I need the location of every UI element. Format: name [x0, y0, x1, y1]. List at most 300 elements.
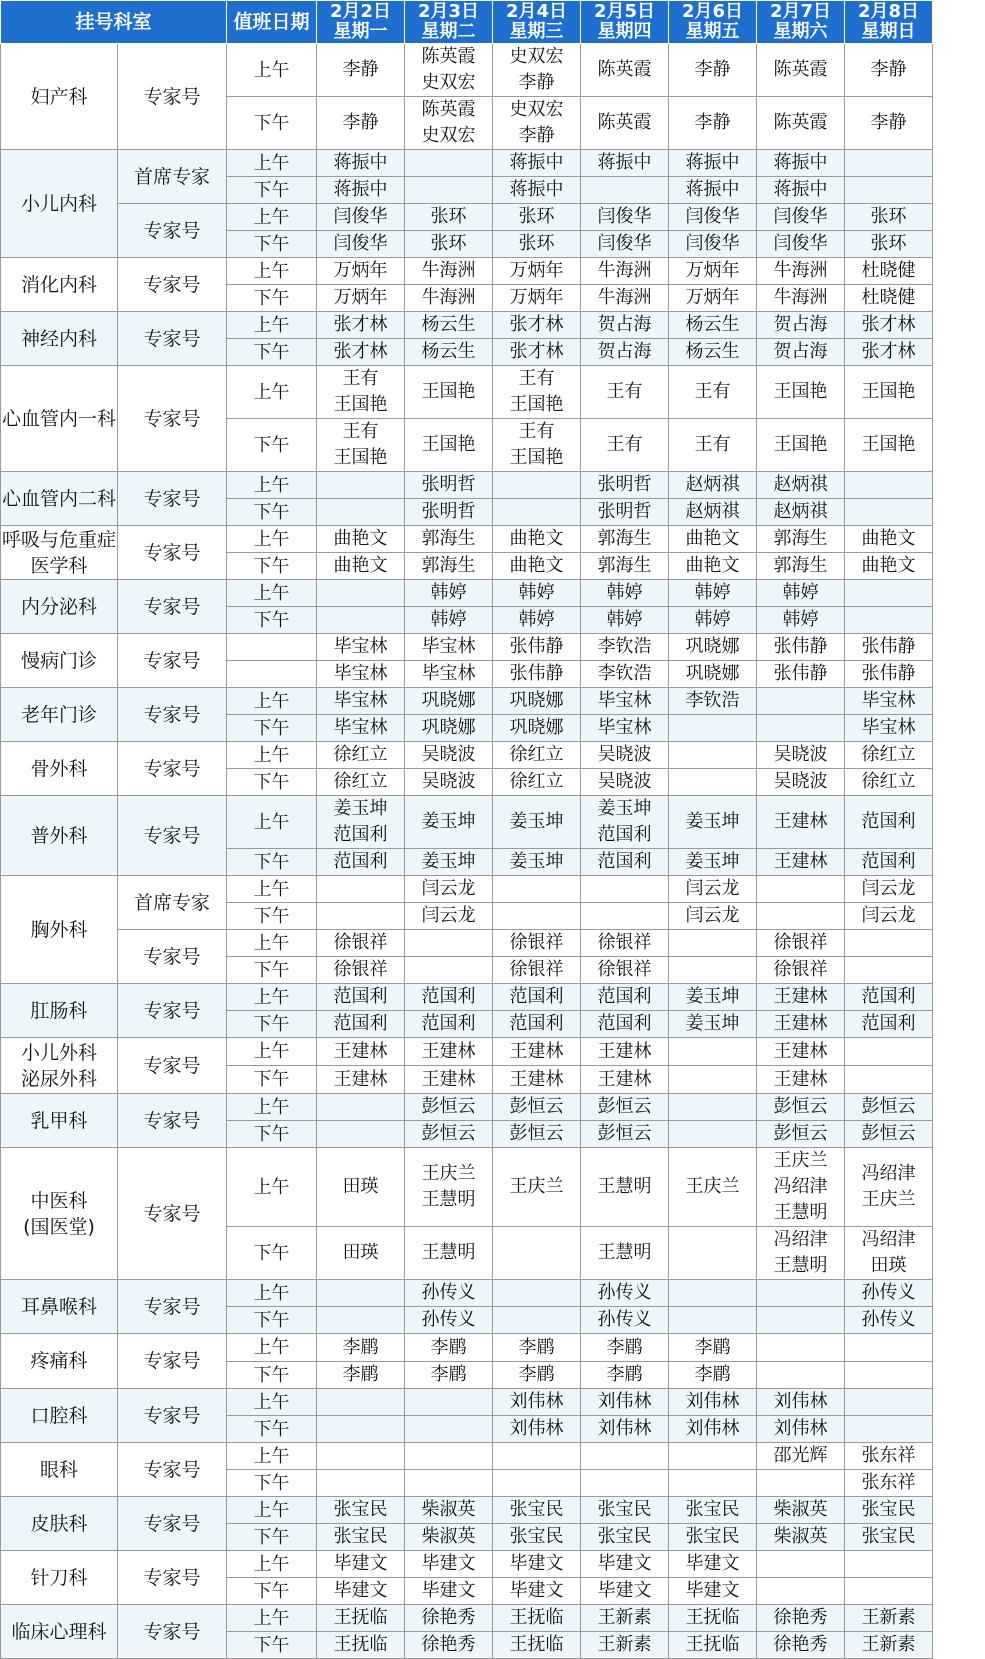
- period-label: 上午: [227, 1280, 317, 1307]
- doctor-name: 王建林: [509, 1040, 564, 1062]
- registration-type: [118, 1038, 227, 1094]
- period-label: 下午: [227, 1227, 317, 1280]
- period-label: 下午: [227, 1416, 317, 1443]
- doctor-name: 郭海生: [421, 555, 476, 576]
- duty-cell: [405, 339, 493, 366]
- department-name-line: 小儿内科: [20, 192, 97, 215]
- doctor-name: 韩婷: [430, 582, 467, 603]
- doctor-name: 王新素: [597, 1634, 652, 1655]
- doctor-name: 闫云龙: [685, 905, 740, 926]
- duty-cell: [405, 1038, 493, 1066]
- department-name-line: 医学科: [30, 554, 88, 577]
- duty-cell: [669, 499, 757, 526]
- doctor-name: 徐银祥: [509, 932, 564, 953]
- doctor-name: 王建林: [773, 851, 828, 872]
- department-name-line: 皮肤科: [30, 1512, 88, 1535]
- doctor-name: 杜晓健: [861, 287, 916, 308]
- doctor-name: 李静: [342, 112, 379, 133]
- period-label: 下午: [227, 715, 317, 742]
- duty-cell: [317, 499, 405, 526]
- doctor-name: 曲艳文: [333, 528, 388, 549]
- duty-cell: [317, 1497, 405, 1524]
- period-label: 上午: [227, 204, 317, 231]
- registration-type-label: 首席专家: [134, 891, 211, 914]
- doctor-name: 王国艳: [861, 434, 916, 455]
- schedule-row: [1, 1551, 933, 1578]
- duty-cell: [493, 1551, 581, 1578]
- doctor-name: 闫云龙: [421, 905, 476, 926]
- doctor-name: 张伟静: [509, 636, 564, 657]
- duty-cell: [493, 150, 581, 177]
- duty-cell: [493, 1334, 581, 1362]
- doctor-name: 徐艳秀: [421, 1607, 476, 1628]
- doctor-name: 冯绍津: [773, 1176, 828, 1197]
- duty-cell: [493, 1524, 581, 1551]
- registration-type: [118, 930, 227, 984]
- doctor-name: 赵炳祺: [685, 501, 740, 522]
- duty-cell: [317, 231, 405, 258]
- doctor-name: 王国艳: [773, 434, 828, 455]
- duty-cell: [757, 312, 845, 339]
- schedule-row: [1, 688, 933, 715]
- doctor-name: 蒋振中: [509, 152, 564, 173]
- doctor-name: 吴晓波: [773, 744, 828, 765]
- doctor-name: 王建林: [333, 1040, 388, 1062]
- duty-cell: [845, 366, 933, 419]
- duty-cell: [669, 258, 757, 285]
- registration-type: [118, 472, 227, 526]
- department-name: [1, 258, 118, 312]
- doctor-name: 王建林: [773, 811, 828, 832]
- duty-cell: [845, 1524, 933, 1551]
- duty-cell: [669, 1524, 757, 1551]
- doctor-name: 王国艳: [509, 447, 564, 468]
- duty-cell: [757, 1389, 845, 1416]
- doctor-name: 李静: [870, 112, 907, 133]
- duty-cell: [405, 849, 493, 876]
- schedule-row: [1, 1443, 933, 1470]
- doctor-name: 王建林: [421, 1068, 476, 1090]
- duty-cell: [669, 769, 757, 796]
- duty-cell: [845, 1334, 933, 1362]
- doctor-name: 王有: [694, 434, 731, 455]
- registration-type: [118, 984, 227, 1038]
- doctor-name: 柴淑英: [421, 1499, 476, 1520]
- duty-cell: [581, 419, 669, 472]
- duty-cell: [405, 177, 493, 204]
- doctor-name: 张明哲: [597, 474, 652, 495]
- doctor-name: 张伟静: [861, 636, 916, 657]
- period-label: 上午: [227, 44, 317, 97]
- duty-cell: [669, 204, 757, 231]
- doctor-name: 陈英霞: [773, 59, 828, 80]
- duty-cell: [405, 1011, 493, 1038]
- doctor-name: 闫云龙: [421, 878, 476, 899]
- duty-cell: [493, 876, 581, 903]
- duty-cell: [581, 1121, 669, 1148]
- duty-cell: [669, 366, 757, 419]
- period-label: 上午: [227, 580, 317, 607]
- duty-cell: [845, 607, 933, 634]
- header-weekday: 星期二: [421, 21, 476, 42]
- doctor-name: 刘伟林: [685, 1391, 740, 1412]
- schedule-row: [1, 204, 933, 231]
- doctor-name: 毕宝林: [333, 636, 388, 657]
- registration-type-label: 专家号: [143, 1404, 201, 1427]
- department-name: [1, 150, 118, 258]
- doctor-name: 郭海生: [773, 528, 828, 549]
- period-label: 下午: [227, 849, 317, 876]
- registration-type: [118, 366, 227, 472]
- duty-cell: [669, 742, 757, 769]
- doctor-name: 杨云生: [421, 341, 476, 362]
- doctor-name: 蒋振中: [685, 152, 740, 173]
- duty-cell: [317, 1148, 405, 1227]
- duty-cell: [845, 44, 933, 97]
- header-day: [581, 1, 669, 44]
- duty-cell: [845, 661, 933, 688]
- duty-cell: [317, 849, 405, 876]
- doctor-name: 王慧明: [773, 1202, 828, 1223]
- department-name: [1, 634, 118, 688]
- department-name: [1, 1389, 118, 1443]
- duty-cell: [581, 876, 669, 903]
- registration-type-label: 专家号: [143, 85, 201, 108]
- department-name-line: 普外科: [30, 824, 88, 847]
- doctor-name: 范国利: [861, 1013, 916, 1034]
- doctor-name: 吴晓波: [597, 771, 652, 792]
- duty-cell: [669, 1389, 757, 1416]
- duty-cell: [669, 688, 757, 715]
- doctor-name: 毕宝林: [333, 690, 388, 711]
- department-name: [1, 312, 118, 366]
- duty-cell: [317, 177, 405, 204]
- doctor-name: 张环: [870, 233, 907, 254]
- duty-cell: [405, 1334, 493, 1362]
- duty-cell: [757, 1470, 845, 1497]
- doctor-name: 闫云龙: [861, 878, 916, 899]
- duty-cell: [405, 903, 493, 930]
- doctor-name: 范国利: [597, 824, 652, 845]
- duty-cell: [405, 1416, 493, 1443]
- department-name-line: 眼科: [39, 1458, 78, 1481]
- doctor-name: 王建林: [773, 1040, 828, 1062]
- duty-cell: [845, 312, 933, 339]
- department-name-line: 临床心理科: [11, 1620, 107, 1643]
- doctor-name: 陈英霞: [421, 46, 476, 67]
- duty-cell: [845, 204, 933, 231]
- duty-cell: [845, 1389, 933, 1416]
- duty-cell: [317, 769, 405, 796]
- department-name: [1, 526, 118, 580]
- duty-cell: [405, 607, 493, 634]
- doctor-name: 王建林: [597, 1068, 652, 1090]
- duty-cell: [669, 339, 757, 366]
- duty-cell: [581, 1632, 669, 1659]
- registration-type: [118, 258, 227, 312]
- duty-cell: [581, 580, 669, 607]
- duty-cell: [405, 1389, 493, 1416]
- doctor-name: 牛海洲: [597, 287, 652, 308]
- doctor-name: 邵光辉: [773, 1445, 828, 1466]
- header-day: [493, 1, 581, 44]
- duty-cell: [493, 366, 581, 419]
- duty-cell: [493, 97, 581, 150]
- duty-cell: [317, 312, 405, 339]
- duty-cell: [405, 1121, 493, 1148]
- doctor-name: 万炳年: [685, 287, 740, 308]
- department-name: [1, 472, 118, 526]
- doctor-name: 张伟静: [509, 663, 564, 684]
- doctor-name: 王慧明: [597, 1176, 652, 1197]
- registration-type-label: 专家号: [143, 757, 201, 780]
- duty-cell: [581, 607, 669, 634]
- doctor-name: 韩婷: [430, 609, 467, 630]
- doctor-name: 王抚临: [333, 1634, 388, 1655]
- duty-cell: [581, 1443, 669, 1470]
- schedule-row: [1, 1497, 933, 1524]
- doctor-name: 姜玉坤: [509, 851, 564, 872]
- duty-cell: [317, 607, 405, 634]
- registration-type: [118, 150, 227, 204]
- department-name: [1, 1334, 118, 1389]
- header-weekday: 星期三: [509, 21, 564, 42]
- doctor-name: 姜玉坤: [421, 811, 476, 832]
- duty-cell: [405, 930, 493, 957]
- duty-cell: [845, 849, 933, 876]
- doctor-name: 李静: [870, 59, 907, 80]
- doctor-name: 万炳年: [333, 287, 388, 308]
- duty-cell: [581, 1416, 669, 1443]
- duty-cell: [317, 876, 405, 903]
- duty-cell: [757, 1605, 845, 1632]
- header-day: [845, 1, 933, 44]
- duty-cell: [757, 1632, 845, 1659]
- duty-cell: [845, 1121, 933, 1148]
- doctor-name: 刘伟林: [509, 1391, 564, 1412]
- registration-type: [118, 580, 227, 634]
- duty-cell: [757, 715, 845, 742]
- doctor-name: 张环: [430, 206, 467, 227]
- department-name-line: 妇产科: [30, 85, 88, 108]
- doctor-name: 杜晓健: [861, 260, 916, 281]
- doctor-name: 王国艳: [509, 394, 564, 415]
- doctor-name: 牛海洲: [773, 260, 828, 281]
- doctor-name: 万炳年: [509, 287, 564, 308]
- duty-cell: [581, 258, 669, 285]
- registration-type-label: 专家号: [143, 1566, 201, 1589]
- doctor-name: 吴晓波: [421, 744, 476, 765]
- period-label: 下午: [227, 1307, 317, 1334]
- duty-cell: [845, 1280, 933, 1307]
- doctor-name: 史双宏: [509, 99, 564, 120]
- duty-cell: [493, 1011, 581, 1038]
- doctor-name: 徐红立: [861, 744, 916, 765]
- duty-cell: [581, 204, 669, 231]
- period-label: 上午: [227, 258, 317, 285]
- doctor-name: 刘伟林: [773, 1391, 828, 1412]
- duty-cell: [581, 1497, 669, 1524]
- doctor-name: 毕建文: [333, 1580, 388, 1601]
- duty-cell: [757, 339, 845, 366]
- duty-cell: [669, 1227, 757, 1280]
- doctor-name: 姜玉坤: [685, 986, 740, 1007]
- duty-cell: [581, 231, 669, 258]
- schedule-row: [1, 1280, 933, 1307]
- duty-cell: [405, 553, 493, 580]
- duty-cell: [669, 1578, 757, 1605]
- duty-cell: [493, 849, 581, 876]
- duty-cell: [757, 1334, 845, 1362]
- doctor-name: 王抚临: [509, 1607, 564, 1628]
- duty-cell: [845, 231, 933, 258]
- schedule-row: [1, 1605, 933, 1632]
- duty-cell: [757, 769, 845, 796]
- department-name-line: 口腔科: [30, 1404, 88, 1427]
- duty-cell: [581, 634, 669, 661]
- duty-cell: [405, 876, 493, 903]
- duty-cell: [493, 177, 581, 204]
- duty-cell: [757, 1038, 845, 1066]
- doctor-name: 巩晓娜: [509, 717, 564, 738]
- doctor-name: 李静: [694, 112, 731, 133]
- duty-cell: [405, 769, 493, 796]
- duty-cell: [493, 204, 581, 231]
- doctor-name: 王有: [606, 381, 643, 402]
- duty-cell: [405, 366, 493, 419]
- duty-cell: [493, 607, 581, 634]
- doctor-name: 冯绍津: [861, 1163, 916, 1184]
- period-label: 上午: [227, 366, 317, 419]
- period-label: [227, 634, 317, 661]
- duty-cell: [669, 1094, 757, 1121]
- schedule-row: [1, 1389, 933, 1416]
- header-day: [405, 1, 493, 44]
- duty-cell: [669, 1038, 757, 1066]
- duty-cell: [757, 876, 845, 903]
- doctor-name: 刘伟林: [597, 1391, 652, 1412]
- schedule-row: [1, 1334, 933, 1362]
- duty-cell: [493, 1121, 581, 1148]
- duty-cell: [405, 1551, 493, 1578]
- doctor-name: 王国艳: [421, 381, 476, 402]
- registration-type-label: 专家号: [143, 1458, 201, 1481]
- doctor-name: 毕建文: [685, 1580, 740, 1601]
- duty-cell: [581, 984, 669, 1011]
- registration-type-label: 专家号: [143, 219, 201, 242]
- doctor-name: 徐银祥: [597, 959, 652, 980]
- period-label: 上午: [227, 312, 317, 339]
- period-label: 上午: [227, 1443, 317, 1470]
- duty-cell: [845, 1605, 933, 1632]
- period-label: 下午: [227, 957, 317, 984]
- duty-cell: [581, 553, 669, 580]
- duty-cell: [757, 634, 845, 661]
- header-row: [1, 1, 933, 44]
- doctor-name: 张宝民: [509, 1499, 564, 1520]
- doctor-name: 韩婷: [606, 582, 643, 603]
- duty-cell: [845, 1362, 933, 1389]
- doctor-name: 王建林: [773, 986, 828, 1007]
- doctor-name: 陈英霞: [421, 99, 476, 120]
- duty-cell: [581, 366, 669, 419]
- duty-cell: [317, 339, 405, 366]
- duty-cell: [493, 796, 581, 849]
- duty-cell: [669, 1497, 757, 1524]
- doctor-name: 闫云龙: [861, 905, 916, 926]
- duty-cell: [845, 419, 933, 472]
- duty-cell: [317, 472, 405, 499]
- doctor-name: 李钦浩: [597, 663, 652, 684]
- registration-type-label: 专家号: [143, 273, 201, 296]
- doctor-name: 范国利: [597, 986, 652, 1007]
- duty-cell: [493, 472, 581, 499]
- duty-cell: [581, 44, 669, 97]
- period-label: 下午: [227, 769, 317, 796]
- department-name-line: 心血管内二科: [1, 487, 116, 510]
- duty-cell: [405, 1066, 493, 1094]
- doctor-name: 陈英霞: [597, 59, 652, 80]
- doctor-name: 徐红立: [861, 771, 916, 792]
- period-label: 上午: [227, 1148, 317, 1227]
- doctor-name: 张宝民: [597, 1526, 652, 1547]
- doctor-name: 贺占海: [773, 314, 828, 335]
- duty-cell: [493, 661, 581, 688]
- doctor-name: 范国利: [333, 851, 388, 872]
- duty-cell: [669, 1280, 757, 1307]
- duty-cell: [581, 1038, 669, 1066]
- doctor-name: 李鹛: [518, 1364, 555, 1385]
- doctor-name: 王建林: [597, 1040, 652, 1062]
- duty-cell: [757, 1280, 845, 1307]
- doctor-name: 彭恒云: [773, 1096, 828, 1117]
- doctor-name: 张才林: [509, 341, 564, 362]
- registration-type: [118, 1443, 227, 1497]
- doctor-name: 贺占海: [597, 341, 652, 362]
- doctor-name: 郭海生: [421, 528, 476, 549]
- duty-cell: [317, 1443, 405, 1470]
- doctor-name: 王国艳: [861, 381, 916, 402]
- duty-cell: [405, 796, 493, 849]
- duty-cell: [669, 1470, 757, 1497]
- duty-cell: [757, 1066, 845, 1094]
- doctor-name: 毕宝林: [597, 690, 652, 711]
- duty-cell: [317, 366, 405, 419]
- duty-cell: [669, 553, 757, 580]
- doctor-name: 张宝民: [861, 1499, 916, 1520]
- schedule-row: [1, 1038, 933, 1066]
- period-label: 下午: [227, 1470, 317, 1497]
- doctor-name: 范国利: [509, 986, 564, 1007]
- duty-cell: [405, 1307, 493, 1334]
- duty-cell: [845, 285, 933, 312]
- schedule-row: [1, 930, 933, 957]
- doctor-name: 彭恒云: [861, 1123, 916, 1144]
- department-name-line: 中医科: [30, 1189, 88, 1212]
- department-name-line: 泌尿外科: [20, 1067, 97, 1090]
- department-name: [1, 796, 118, 876]
- schedule-row: [1, 312, 933, 339]
- duty-cell: [405, 285, 493, 312]
- doctor-name: 王有: [342, 421, 379, 442]
- duty-cell: [757, 903, 845, 930]
- doctor-name: 牛海洲: [421, 287, 476, 308]
- header-date: 2月2日: [329, 1, 392, 22]
- duty-cell: [493, 419, 581, 472]
- duty-cell: [405, 472, 493, 499]
- registration-type: [118, 1094, 227, 1148]
- doctor-name: 蒋振中: [773, 179, 828, 200]
